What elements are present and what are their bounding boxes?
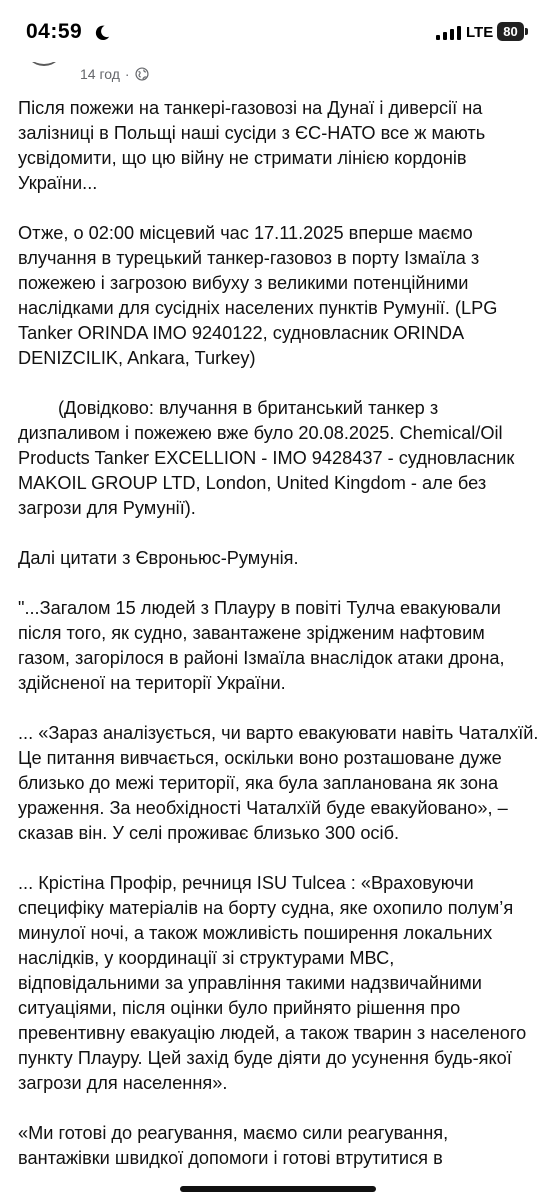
- post-paragraph: Після пожежи на танкері-газовозі на Дунаї і диверсії на залізниці в Польщі наші сусіди з ЄС-НАТО все ж мають усвідомити, що цю війну не стримати лінією кордонів України...: [18, 98, 486, 193]
- status-time: 04:59: [26, 20, 83, 43]
- globe-icon: [135, 67, 149, 81]
- status-bar: [0, 0, 554, 62]
- post-paragraph: Отже, о 02:00 місцевий час 17.11.2025 вперше маємо влучання в турецький танкер-газовоз в порту Ізмаїла з пожежею і загрозою вибуху з великими потенційними наслідками для сусідніх населених пунктів Румунії. (LPG Tanker ORINDA IMO 9240122, судновласник ORINDA DENIZCILIK, Ankara, Turkey): [18, 223, 498, 368]
- post-paragraph: "...Загалом 15 людей з Плауру в повіті Тулча евакуювали після того, як судно, завантажене зрідженим нафтовим газом, загорілося в районі Ізмаїла внаслідок атаки дрона, здійсненої на території України.: [18, 598, 505, 693]
- post-timestamp[interactable]: 14 год: [80, 66, 120, 82]
- post-paragraph: «Ми готові до реагування, маємо сили реагування, вантажівки швидкої допомоги і готові втрутитися в: [18, 1123, 449, 1168]
- signal-icon: [436, 26, 462, 40]
- battery-cap: [525, 28, 528, 35]
- meta-separator: ·: [124, 66, 130, 82]
- moon-icon: [93, 24, 111, 42]
- post-meta: [80, 66, 149, 82]
- post-body: [18, 96, 540, 1196]
- home-indicator[interactable]: [180, 1186, 376, 1192]
- network-label: LTE: [466, 24, 494, 41]
- post-paragraph: Далі цитати з Євроньюс-Румунія.: [18, 548, 299, 568]
- battery-indicator: 80: [497, 22, 524, 41]
- post-paragraph: (Довідково: влучання в британський танкер з дизпаливом і пожежею вже було 20.08.2025. Chemical/Oil Products Tanker EXCELLION - IMO 9428437 - судновласник MAKOIL GROUP LTD, London, United Kingdom - але без загрози для Румунії).: [18, 398, 515, 518]
- post-paragraph: ... Крістіна Профір, речниця ISU Tulcea : «Враховуючи специфіку матеріалів на борту судна, яке охопило полум’я минулої ночі, а також можливість поширення локальних наслідків, у координації зі структурами МВС, відповідальними за управління такими надзвичайними ситуаціями, після оцінки було прийнято рішення про превентивну евакуацію людей, а також тварин з населеного пункту Плауру. Цей захід буде діяти до усунення будь-якої загрози для населення».: [18, 873, 527, 1093]
- post-paragraph: ... «Зараз аналізується, чи варто евакуювати навіть Чаталхїй. Це питання вивчається, оскільки воно розташоване дуже близько до межі території, яка була запланована як зона ураження. За необхідності Чаталхїй буде евакуйовано», – сказав він. У селі проживає близько 300 осіб.: [18, 723, 539, 843]
